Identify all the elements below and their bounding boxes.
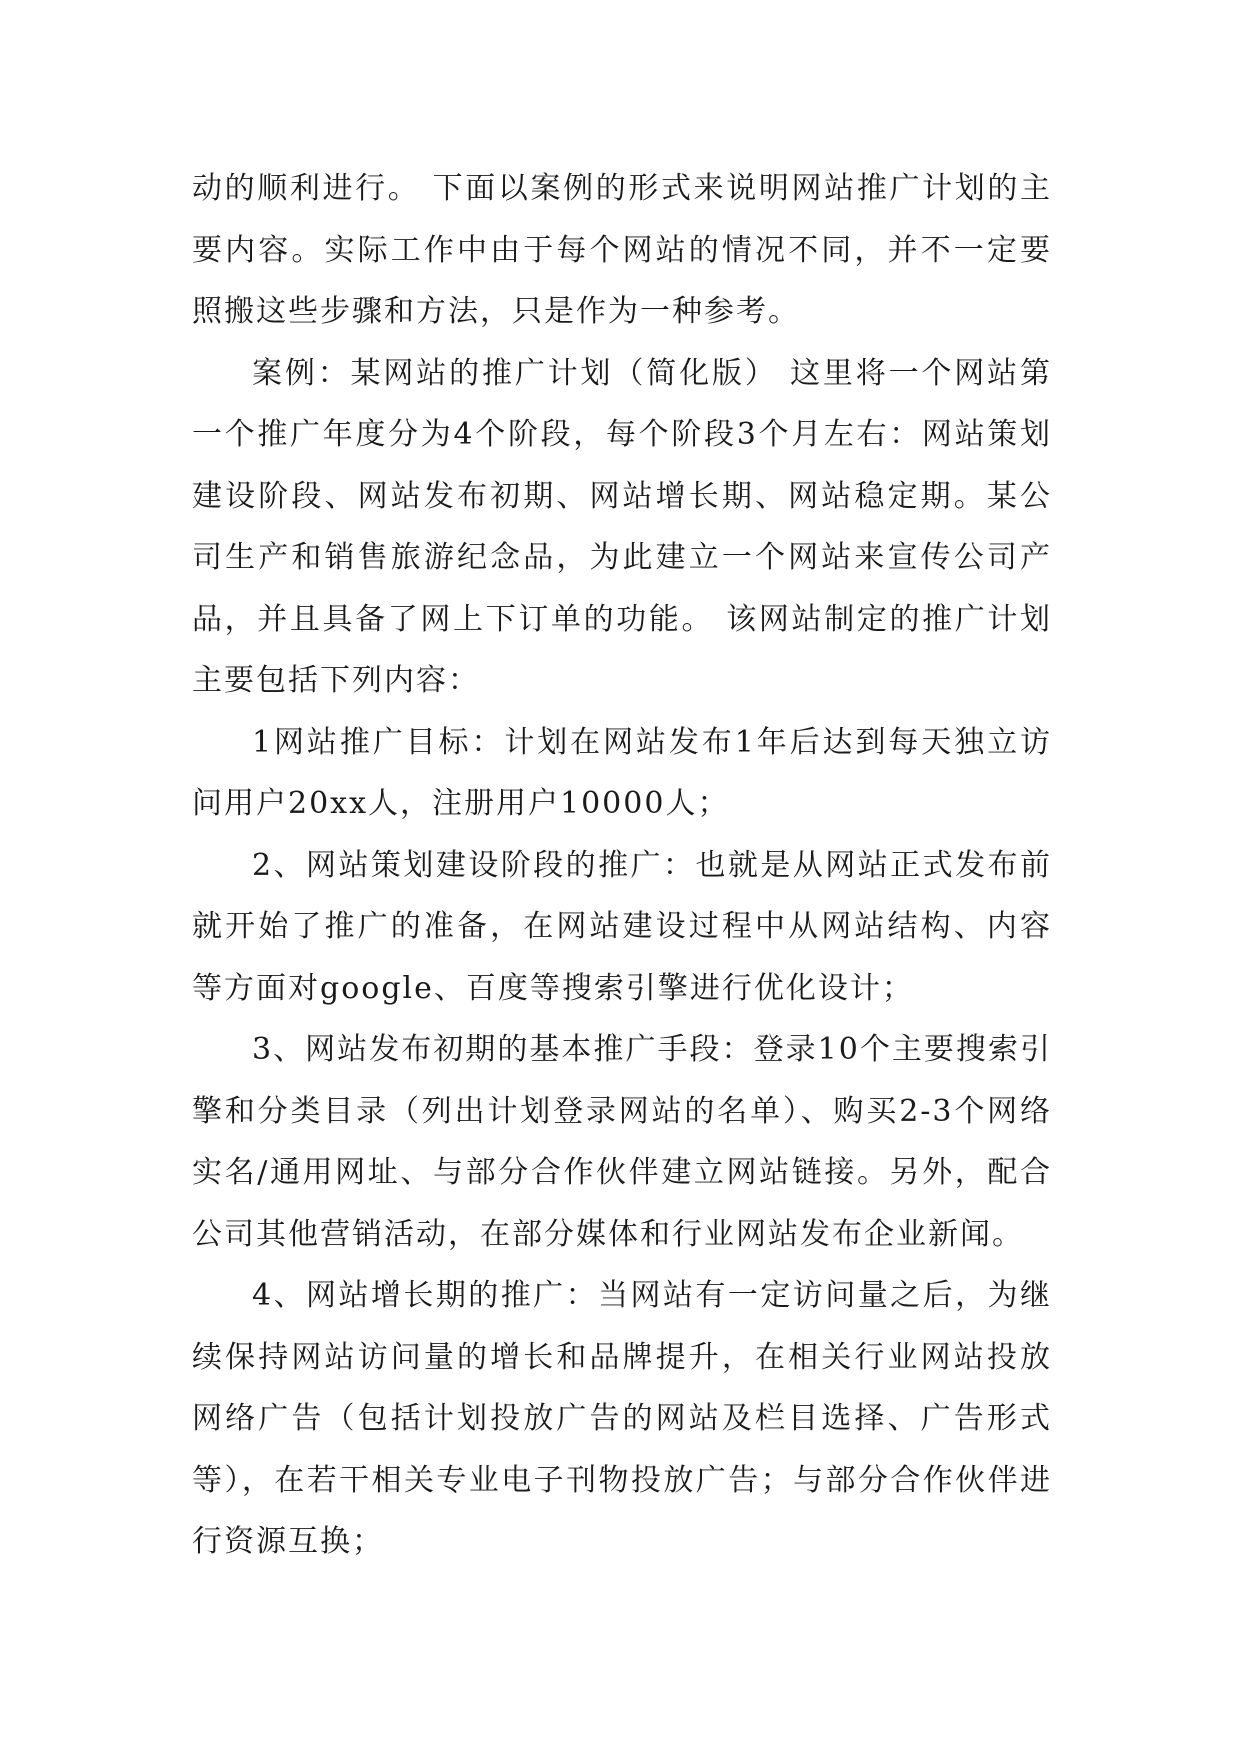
paragraph-intro-continued: 动的顺利进行。 下面以案例的形式来说明网站推广计划的主要内容。实际工作中由于每个网站的情况不同，并不一定要照搬这些步骤和方法，只是作为一种参考。 [192,171,1052,329]
paragraph-stage-growth: 4、网站增长期的推广：当网站有一定访问量之后，为继续保持网站访问量的增长和品牌提升，在相关行业网站投放网络广告（包括计划投放广告的网站及栏目选择、广告形式等），在若干相关专业电子刊物投放广告；与部分合作伙伴进行资源互换； [192,1278,1052,1559]
paragraph-stage-launch: 3、网站发布初期的基本推广手段：登录10个主要搜索引擎和分类目录（列出计划登录网站的名单）、购买2-3个网络实名/通用网址、与部分合作伙伴建立网站链接。另外，配合公司其他营销活动，在部分媒体和行业网站发布企业新闻。 [192,1032,1052,1252]
paragraph-goal: 1网站推广目标：计划在网站发布1年后达到每天独立访问用户20xx人，注册用户10000人； [192,724,1052,821]
document-body [192,158,1052,1573]
paragraph-stage-planning: 2、网站策划建设阶段的推广：也就是从网站正式发布前就开始了推广的准备，在网站建设过程中从网站结构、内容等方面对google、百度等搜索引擎进行优化设计； [192,847,1052,1006]
paragraph-case-overview: 案例：某网站的推广计划（简化版） 这里将一个网站第一个推广年度分为4个阶段，每个阶段3个月左右：网站策划建设阶段、网站发布初期、网站增长期、网站稳定期。某公司生产和销售旅游纪念品，为此建立一个网站来宣传公司产品，并且具备了网上下订单的功能。 该网站制定的推广计划主要包括下列内容： [192,355,1052,698]
